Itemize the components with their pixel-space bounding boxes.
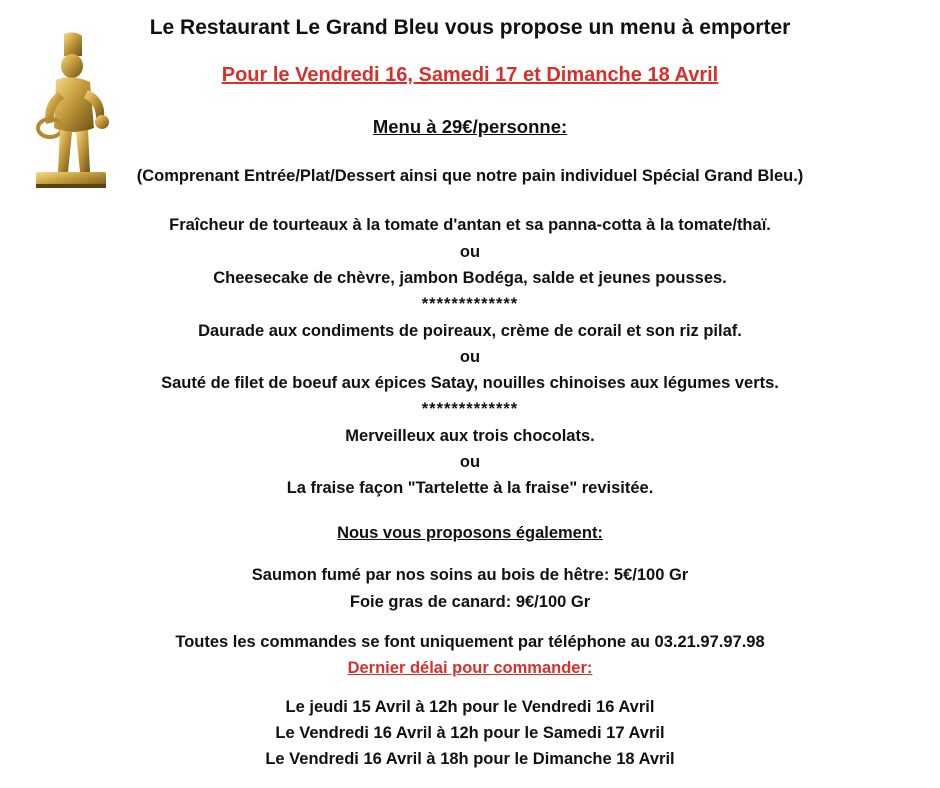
plat-option-2: Sauté de filet de boeuf aux épices Satay, nouilles chinoises aux légumes verts.: [161, 374, 779, 392]
deadline-item: Le jeudi 15 Avril à 12h pour le Vendredi 16 Avril: [285, 698, 655, 716]
menu-includes-note: (Comprenant Entrée/Plat/Dessert ainsi que notre pain individuel Spécial Grand Bleu.): [136, 167, 804, 185]
entree-option-1: Fraîcheur de tourteaux à la tomate d'antan et sa panna-cotta à la tomate/thaï.: [169, 216, 771, 234]
extras-heading: Nous vous proposons également:: [337, 524, 603, 542]
dates-subtitle: Pour le Vendredi 16, Samedi 17 et Dimanche 18 Avril: [221, 64, 719, 86]
deadline-heading: Dernier délai pour commander:: [347, 659, 593, 677]
dessert-option-1: Merveilleux aux trois chocolats.: [345, 427, 595, 445]
deadline-item: Le Vendredi 16 Avril à 12h pour le Samedi 17 Avril: [275, 724, 665, 742]
menu-price-heading: Menu à 29€/personne:: [372, 116, 568, 137]
deadline-item: Le Vendredi 16 Avril à 18h pour le Dimanche 18 Avril: [265, 750, 675, 768]
plat-option-1: Daurade aux condiments de poireaux, crème de corail et son riz pilaf.: [198, 322, 742, 340]
course-separator: *************: [421, 400, 519, 418]
or-separator: ou: [459, 453, 481, 471]
entree-option-2: Cheesecake de chèvre, jambon Bodéga, salde et jeunes pousses.: [213, 269, 727, 287]
course-separator: *************: [421, 295, 519, 313]
extra-item: Foie gras de canard: 9€/100 Gr: [349, 593, 591, 611]
or-separator: ou: [459, 243, 481, 261]
phone-order-line: Toutes les commandes se font uniquement par téléphone au 03.21.97.97.98: [175, 633, 765, 651]
extra-item: Saumon fumé par nos soins au bois de hêtre: 5€/100 Gr: [251, 566, 689, 584]
or-separator: ou: [459, 348, 481, 366]
dessert-option-2: La fraise façon "Tartelette à la fraise" revisitée.: [286, 479, 654, 497]
page-title: Le Restaurant Le Grand Bleu vous propose un menu à emporter: [149, 16, 791, 39]
